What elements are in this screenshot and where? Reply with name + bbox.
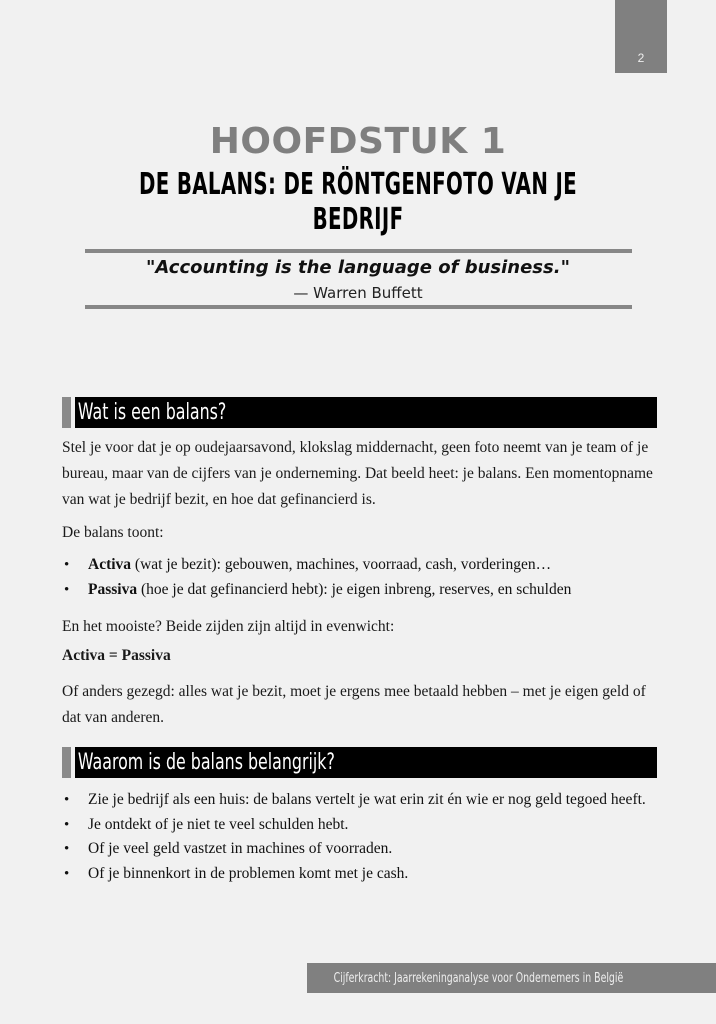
list-item (62, 813, 672, 838)
term-passiva: Passiva (88, 580, 138, 598)
section-heading-what-is-balance (62, 397, 657, 428)
balance-components-list (62, 553, 672, 602)
list-item-text: (wat je bezit): gebouwen, machines, voorraad, cash, vorderingen… (131, 556, 552, 573)
bullet-icon: • (64, 816, 70, 833)
bullet-icon: • (64, 865, 70, 882)
list-item (62, 837, 672, 862)
list-item (62, 578, 672, 603)
bullet-icon: • (64, 792, 70, 808)
list-item-text: Of je veel geld vastzet in machines of voorraden. (88, 840, 393, 857)
equation: Activa = Passiva (62, 647, 171, 664)
list-item (62, 553, 672, 578)
list-item-text: Of je binnenkort in de problemen komt met je cash. (88, 864, 409, 882)
page-number: 2 (637, 51, 645, 65)
bullet-icon: • (64, 841, 70, 857)
heading-bar (75, 747, 657, 778)
term-activa: Activa (88, 556, 132, 573)
section-heading-why-important (62, 747, 657, 778)
list-item-text: (hoe je dat gefinancierd hebt): je eigen inbreng, reserves, en schulden (137, 580, 572, 598)
importance-list (62, 788, 672, 886)
page-number-tab (615, 0, 667, 73)
bullet-icon: • (64, 557, 70, 573)
closing-paragraph: Of anders gezegd: alles wat je bezit, moet je ergens mee betaald hebben – met je eigen geld of dat van anderen. (62, 683, 646, 726)
epigraph-author: — Warren Buffett (293, 284, 423, 302)
heading-accent-bar (62, 397, 71, 428)
section-heading-text: Waarom is de balans belangrijk? (77, 750, 335, 775)
list-item (62, 862, 672, 887)
list-item-text: Zie je bedrijf als een huis: de balans vertelt je wat erin zit én wie er nog geld tegoed heeft. (88, 791, 646, 808)
chapter-label: HOOFDSTUK 1 (209, 121, 507, 162)
heading-bar (75, 397, 657, 428)
footer-book-title: Cijferkracht: Jaarrekeninganalyse voor Ondernemers in België (333, 970, 624, 986)
epigraph-bottom-rule (85, 305, 632, 309)
footer-bar (307, 963, 716, 993)
list-item-text: Je ontdekt of je niet te veel schulden hebt. (88, 815, 349, 833)
bullet-icon: • (64, 581, 70, 598)
epigraph-quote: "Accounting is the language of business." (146, 257, 570, 278)
lead-paragraph: De balans toont: (62, 524, 164, 541)
balance-paragraph: En het mooiste? Beide zijden zijn altijd in evenwicht: (62, 618, 395, 635)
heading-accent-bar (62, 747, 71, 778)
chapter-title: DE BALANS: DE RÖNTGENFOTO VAN JE BEDRIJF (138, 167, 578, 237)
section-heading-text: Wat is een balans? (77, 400, 227, 425)
list-item (62, 788, 672, 813)
intro-paragraph: Stel je voor dat je op oudejaarsavond, klokslag middernacht, geen foto neemt van je team of je bureau, maar van de cijfers van je onderneming. Dat beeld heet: je balans. Een momentopname van wat je bedrijf bezit, en hoe dat gefinancierd is. (62, 439, 653, 508)
epigraph-top-rule (85, 249, 632, 253)
